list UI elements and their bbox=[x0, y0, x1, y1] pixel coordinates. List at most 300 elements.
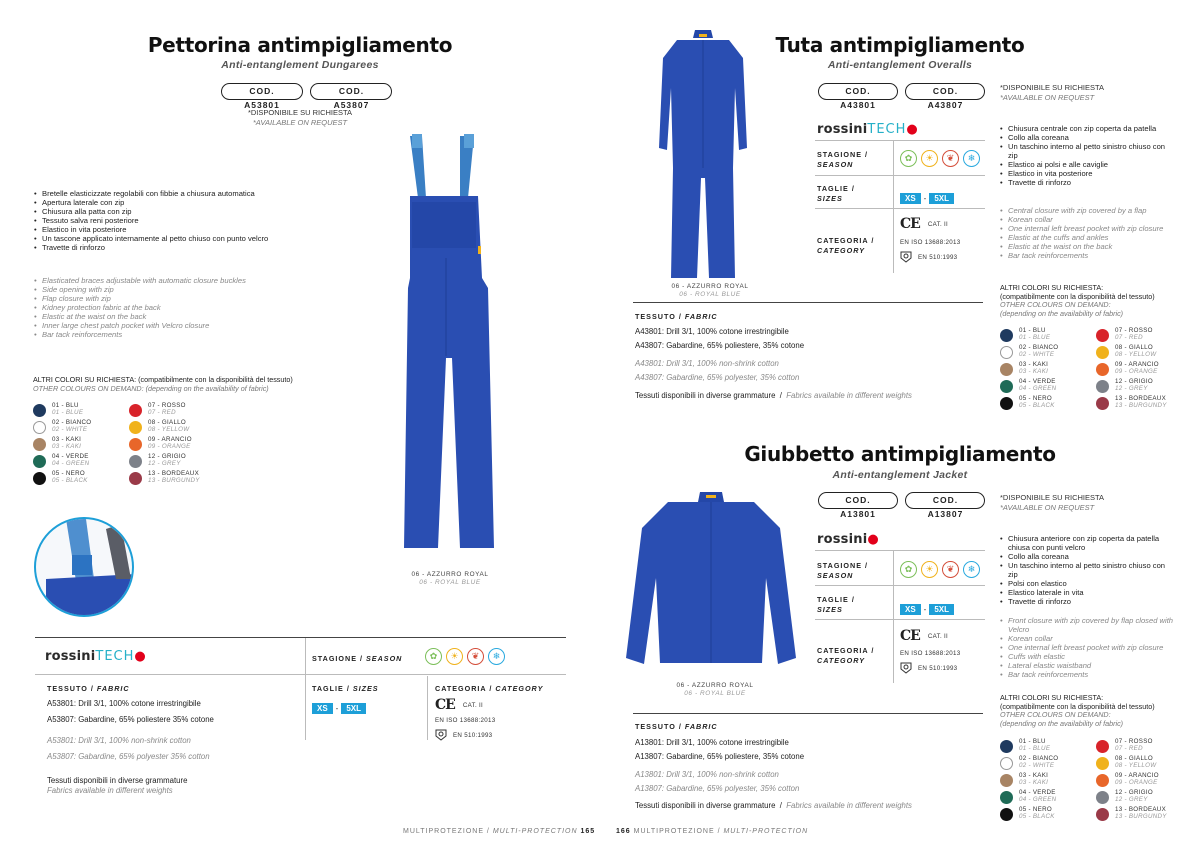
sizes-label-it: TAGLIE / bbox=[817, 184, 855, 193]
fabric-label-it: TESSUTO bbox=[635, 722, 676, 731]
norm-iso: EN ISO 13688:2013 bbox=[435, 717, 496, 724]
season-icons bbox=[425, 648, 505, 665]
color-label bbox=[1115, 756, 1156, 770]
category-label: CATEGORIA / CATEGORY bbox=[435, 684, 544, 693]
color-dot-icon bbox=[1000, 397, 1013, 410]
color-dot-icon bbox=[33, 438, 46, 451]
color-label bbox=[1115, 362, 1159, 376]
color-swatch bbox=[1096, 396, 1192, 410]
fabric-text-en bbox=[47, 736, 210, 762]
brand-dot-icon: ● bbox=[134, 649, 146, 664]
colors-heading-en: OTHER COLOURS ON DEMAND: bbox=[1000, 300, 1111, 309]
color-dot-icon bbox=[129, 404, 142, 417]
ce-category: CAT. II bbox=[927, 632, 949, 640]
spring-season-icon: ✿ bbox=[425, 648, 442, 665]
color-name-it: 13 - BORDEAUX bbox=[148, 470, 200, 478]
color-label bbox=[148, 454, 186, 468]
caption-it: 06 - AZZURRO ROYAL bbox=[676, 682, 754, 689]
color-name-it: 01 - BLU bbox=[52, 402, 79, 410]
category-label-en: CATEGORY bbox=[817, 656, 866, 665]
jacket-season-label bbox=[817, 561, 868, 581]
feature-item: • Chiusura anteriore con zip coperta da patella chiusa con punti velcro bbox=[999, 534, 1174, 552]
footer-right: 166 MULTIPROTEZIONE / MULTI-PROTECTION bbox=[616, 828, 809, 835]
color-name-en: 04 - GREEN bbox=[1019, 385, 1057, 392]
category-label-it: CATEGORIA / bbox=[817, 236, 875, 245]
jacket-norm-510 bbox=[900, 662, 957, 674]
colors-heading-it-2: (compatibilmente con la disponibilità del tessuto) bbox=[1000, 291, 1155, 301]
weights-it: Tessuti disponibili in diverse grammature bbox=[635, 801, 776, 810]
feature-item: • Polsi con elastico bbox=[999, 579, 1174, 588]
color-swatch bbox=[1096, 773, 1192, 787]
color-swatch bbox=[129, 403, 225, 417]
sizes-label-en: SIZES bbox=[817, 605, 843, 614]
product-code: COD. A53801 bbox=[221, 83, 303, 100]
color-label bbox=[1019, 739, 1050, 753]
feature-item: • Elastico in vita posteriore bbox=[33, 225, 293, 234]
feature-item: • Elastico in vita posteriore bbox=[999, 169, 1174, 178]
color-swatch bbox=[1000, 739, 1096, 753]
caption-en: 06 - ROYAL BLUE bbox=[419, 578, 481, 586]
color-name-en: 09 - ORANGE bbox=[148, 443, 191, 450]
jacket-season-icons bbox=[900, 561, 980, 578]
category-label-it: CATEGORIA bbox=[435, 684, 487, 693]
color-name-it: 02 - BIANCO bbox=[52, 419, 92, 427]
color-name-it: 05 - NERO bbox=[1019, 395, 1052, 403]
feature-item: • Korean collar bbox=[999, 215, 1179, 224]
color-swatch bbox=[1000, 328, 1096, 342]
fabric-line: A53801: Drill 3/1, 100% cotone irrestringibile bbox=[47, 699, 201, 708]
color-name-en: 03 - KAKI bbox=[52, 443, 82, 450]
color-name-en: 08 - YELLOW bbox=[1115, 351, 1157, 358]
color-name-it: 09 - ARANCIO bbox=[1115, 772, 1159, 780]
feature-item: • Collo alla coreana bbox=[999, 552, 1174, 561]
sizes-label-en: SIZES bbox=[817, 194, 843, 203]
color-name-it: 08 - GIALLO bbox=[1115, 755, 1154, 763]
color-name-en: 05 - BLACK bbox=[52, 477, 88, 484]
overalls-season-label bbox=[817, 150, 868, 170]
brace-detail-illustration bbox=[36, 519, 134, 617]
sizes-label-it: TAGLIE bbox=[312, 684, 344, 693]
season-label-en: SEASON bbox=[817, 571, 854, 580]
norm-510 bbox=[435, 729, 492, 741]
overalls-sizes-label bbox=[817, 184, 855, 204]
autumn-season-icon: ❦ bbox=[467, 648, 484, 665]
color-name-en: 02 - WHITE bbox=[52, 426, 88, 433]
color-swatches bbox=[33, 403, 225, 485]
brand-name: rossini bbox=[817, 122, 868, 137]
fabric-line: A53807: Gabardine, 65% polyester 35% cotton bbox=[47, 752, 210, 761]
color-dot-icon bbox=[1000, 363, 1013, 376]
color-name-en: 03 - KAKI bbox=[1019, 779, 1049, 786]
page-title: Pettorina antimpigliamento bbox=[147, 33, 453, 57]
color-name-en: 01 - BLUE bbox=[1019, 745, 1051, 752]
color-dot-icon bbox=[33, 421, 46, 434]
color-name-it: 12 - GRIGIO bbox=[1115, 378, 1154, 386]
feature-item: • Travette di rinforzo bbox=[999, 178, 1174, 187]
product-code: COD. A13807 bbox=[905, 492, 985, 509]
color-dot-icon bbox=[1096, 808, 1109, 821]
color-name-en: 13 - BURGUNDY bbox=[1115, 813, 1167, 820]
color-swatch bbox=[33, 454, 129, 468]
weights-note bbox=[47, 776, 187, 796]
color-swatch bbox=[1000, 756, 1096, 770]
color-swatch bbox=[129, 454, 225, 468]
jacket-fabric-text bbox=[635, 738, 804, 762]
overalls-fabric-text-en bbox=[635, 359, 799, 383]
color-swatch bbox=[1096, 328, 1192, 342]
color-name-en: 13 - BURGUNDY bbox=[1115, 402, 1167, 409]
color-dot-icon bbox=[1096, 757, 1109, 770]
feature-item: • Un taschino interno al petto sinistro chiuso con zip bbox=[999, 142, 1174, 160]
size-dash: - bbox=[923, 194, 927, 203]
color-swatch bbox=[1096, 807, 1192, 821]
colors-heading-it: ALTRI COLORI SU RICHIESTA: bbox=[1000, 693, 1104, 702]
footer-it: MULTIPROTEZIONE bbox=[403, 828, 484, 835]
feature-item: • Front closure with zip covered by flap closed with Velcro bbox=[999, 616, 1184, 634]
ce-category: CAT. II bbox=[927, 220, 949, 228]
season-label-it: STAGIONE / bbox=[817, 561, 868, 570]
fabric-line: A53801: Drill 3/1, 100% non-shrink cotton bbox=[47, 736, 191, 745]
availability-en: *AVAILABLE ON REQUEST bbox=[1000, 93, 1095, 102]
color-dot-icon bbox=[1000, 380, 1013, 393]
color-label bbox=[1115, 790, 1153, 804]
color-name-it: 04 - VERDE bbox=[1019, 378, 1056, 386]
color-swatch bbox=[129, 437, 225, 451]
color-name-it: 07 - ROSSO bbox=[1115, 327, 1153, 335]
color-name-en: 13 - BURGUNDY bbox=[148, 477, 200, 484]
weights-it: Tessuti disponibili in diverse grammature bbox=[47, 776, 188, 785]
winter-season-icon: ❄ bbox=[488, 648, 505, 665]
color-name-it: 12 - GRIGIO bbox=[1115, 789, 1154, 797]
weights-en: Fabrics available in different weights bbox=[786, 391, 912, 400]
weights-it: Tessuti disponibili in diverse grammature bbox=[635, 391, 776, 400]
feature-item: • Inner large chest patch pocket with Velcro closure bbox=[33, 321, 293, 330]
color-dot-icon bbox=[1000, 346, 1013, 359]
color-name-en: 05 - BLACK bbox=[1019, 402, 1055, 409]
feature-item: • Elastico laterale in vita bbox=[999, 588, 1174, 597]
color-name-it: 04 - VERDE bbox=[1019, 789, 1056, 797]
color-dot-icon bbox=[1096, 346, 1109, 359]
size-dash: - bbox=[335, 704, 339, 713]
jacket-fabric-label: TESSUTO / FABRIC bbox=[635, 722, 718, 731]
color-label bbox=[1019, 807, 1055, 821]
feature-item: • Bar tack reinforcements bbox=[999, 670, 1184, 679]
jacket-title: Giubbetto antimpigliamento bbox=[744, 442, 1056, 466]
size-max: 5XL bbox=[341, 703, 366, 714]
sizes-label-en: SIZES bbox=[352, 684, 379, 693]
color-name-it: 08 - GIALLO bbox=[1115, 344, 1154, 352]
color-name-en: 07 - RED bbox=[1115, 334, 1143, 341]
feature-item: • Elastic at the waist on the back bbox=[999, 242, 1179, 251]
detail-zoom-image bbox=[34, 517, 134, 617]
availability-it: *DISPONIBILE SU RICHIESTA bbox=[1000, 83, 1105, 92]
color-swatch bbox=[1000, 807, 1096, 821]
fabric-line: A43801: Drill 3/1, 100% cotone irrestringibile bbox=[635, 327, 789, 336]
color-label bbox=[148, 471, 200, 485]
color-swatch bbox=[1000, 345, 1096, 359]
ce-icon: CE bbox=[900, 628, 920, 644]
season-label-en: SEASON bbox=[817, 160, 854, 169]
footer-en: MULTI-PROTECTION bbox=[492, 828, 578, 835]
color-swatch bbox=[1000, 790, 1096, 804]
feature-item: • Central closure with zip covered by a flap bbox=[999, 206, 1179, 215]
color-label bbox=[1115, 328, 1153, 342]
feature-item: • Korean collar bbox=[999, 634, 1184, 643]
norm-510-text: EN 510:1993 bbox=[918, 664, 958, 672]
color-name-en: 09 - ORANGE bbox=[1115, 779, 1158, 786]
overalls-title: Tuta antimpigliamento bbox=[775, 33, 1025, 57]
color-label bbox=[148, 403, 186, 417]
overalls-season-icons bbox=[900, 150, 980, 167]
fabric-line: A53807: Gabardine, 65% poliestere 35% cotone bbox=[47, 715, 214, 724]
feature-item: • Side opening with zip bbox=[33, 285, 293, 294]
jacket-features-en bbox=[999, 616, 1184, 679]
ce-icon: CE bbox=[435, 697, 455, 713]
feature-item: • Bar tack reinforcements bbox=[33, 330, 293, 339]
overalls-ce-mark bbox=[900, 216, 948, 232]
overalls-features-en bbox=[999, 206, 1179, 260]
color-name-it: 12 - GRIGIO bbox=[148, 453, 187, 461]
entanglement-icon bbox=[435, 729, 447, 741]
spring-season-icon: ✿ bbox=[900, 150, 917, 167]
jacket-size-range bbox=[900, 599, 954, 617]
entanglement-icon bbox=[900, 251, 912, 263]
color-swatch bbox=[1096, 379, 1192, 393]
color-swatch bbox=[33, 420, 129, 434]
fabric-label-it: TESSUTO bbox=[47, 684, 88, 693]
color-dot-icon bbox=[1096, 397, 1109, 410]
color-name-it: 09 - ARANCIO bbox=[1115, 361, 1159, 369]
color-dot-icon bbox=[1000, 757, 1013, 770]
ce-mark bbox=[435, 697, 483, 713]
fabric-line: A13801: Drill 3/1, 100% cotone irrestringibile bbox=[635, 738, 789, 747]
color-swatch bbox=[129, 420, 225, 434]
availability-it: *DISPONIBILE SU RICHIESTA bbox=[247, 108, 353, 117]
feature-item: • Lateral elastic waistband bbox=[999, 661, 1184, 670]
feature-item: • Chiusura centrale con zip coperta da patella bbox=[999, 124, 1174, 133]
spring-season-icon: ✿ bbox=[900, 561, 917, 578]
jacket-ce-mark bbox=[900, 628, 948, 644]
color-name-en: 05 - BLACK bbox=[1019, 813, 1055, 820]
color-dot-icon bbox=[129, 421, 142, 434]
caption-it: 06 - AZZURRO ROYAL bbox=[671, 283, 749, 290]
overalls-brand-logo bbox=[817, 122, 918, 137]
color-swatch bbox=[1000, 773, 1096, 787]
fabric-label-en: FABRIC bbox=[96, 684, 130, 693]
color-dot-icon bbox=[1000, 774, 1013, 787]
color-label bbox=[1019, 328, 1050, 342]
color-name-en: 08 - YELLOW bbox=[148, 426, 190, 433]
color-label bbox=[1019, 773, 1048, 787]
color-swatch bbox=[33, 437, 129, 451]
feature-item: • Elastic at the cuffs and ankles bbox=[999, 233, 1179, 242]
color-name-en: 12 - GREY bbox=[1115, 385, 1148, 392]
brand-logo bbox=[45, 649, 146, 664]
color-dot-icon bbox=[1096, 380, 1109, 393]
brand-tech: TECH bbox=[867, 122, 907, 137]
color-swatch bbox=[33, 403, 129, 417]
color-label bbox=[52, 471, 88, 485]
season-label-en: SEASON bbox=[366, 654, 403, 663]
color-swatch bbox=[1000, 379, 1096, 393]
color-label bbox=[1019, 379, 1056, 393]
color-dot-icon bbox=[33, 404, 46, 417]
fabric-line: A13807: Gabardine, 65% polyester, 35% cotton bbox=[635, 784, 800, 793]
color-dot-icon bbox=[33, 455, 46, 468]
color-name-it: 03 - KAKI bbox=[1019, 772, 1049, 780]
page-number: 165 bbox=[580, 828, 596, 835]
color-label bbox=[1019, 756, 1058, 770]
dungarees-image bbox=[390, 128, 510, 568]
color-name-it: 07 - ROSSO bbox=[1115, 738, 1153, 746]
fabric-text bbox=[47, 699, 214, 725]
color-label bbox=[52, 403, 83, 417]
color-swatch bbox=[1096, 756, 1192, 770]
color-dot-icon bbox=[1096, 791, 1109, 804]
feature-item: • Travette di rinforzo bbox=[33, 243, 293, 252]
page-subtitle: Anti-entanglement Dungarees bbox=[221, 59, 379, 71]
jacket-codes bbox=[818, 492, 985, 522]
size-max: 5XL bbox=[929, 193, 954, 204]
fabric-label-it: TESSUTO bbox=[635, 312, 676, 321]
summer-season-icon: ☀ bbox=[921, 150, 938, 167]
overalls-category-label bbox=[817, 236, 874, 256]
overalls-color-swatches bbox=[1000, 328, 1192, 410]
color-name-it: 08 - GIALLO bbox=[148, 419, 187, 427]
feature-item: • Kidney protection fabric at the back bbox=[33, 303, 293, 312]
feature-item: • Un tascone applicato internamente al petto chiuso con punto velcro bbox=[33, 234, 293, 243]
overalls-image bbox=[655, 28, 750, 283]
color-name-it: 13 - BORDEAUX bbox=[1115, 806, 1167, 814]
color-name-en: 03 - KAKI bbox=[1019, 368, 1049, 375]
summer-season-icon: ☀ bbox=[921, 561, 938, 578]
feature-item: • Elastic at the waist on the back bbox=[33, 312, 293, 321]
jacket-color-swatches bbox=[1000, 739, 1192, 821]
jacket-brand-logo bbox=[817, 532, 879, 547]
summer-season-icon: ☀ bbox=[446, 648, 463, 665]
overalls-size-range bbox=[900, 188, 954, 206]
feature-item: • Un taschino interno al petto sinistro chiuso con zip bbox=[999, 561, 1174, 579]
colors-heading-it-2: (compatibilmente con la disponibilità del tessuto) bbox=[1000, 701, 1155, 711]
color-label bbox=[148, 437, 192, 451]
norm-iso: EN ISO 13688:2013 bbox=[900, 650, 961, 657]
color-label bbox=[1115, 739, 1153, 753]
color-dot-icon bbox=[129, 438, 142, 451]
color-name-it: 02 - BIANCO bbox=[1019, 755, 1059, 763]
color-label bbox=[1115, 345, 1156, 359]
color-name-it: 01 - BLU bbox=[1019, 738, 1046, 746]
dungarees-caption bbox=[410, 571, 490, 586]
category-label-en: CATEGORY bbox=[495, 684, 544, 693]
color-label bbox=[52, 420, 91, 434]
colors-heading-en-2: (depending on the availability of fabric) bbox=[1000, 308, 1124, 318]
caption-it: 06 - AZZURRO ROYAL bbox=[411, 571, 489, 578]
size-dash: - bbox=[923, 605, 927, 614]
category-label-en: CATEGORY bbox=[817, 246, 866, 255]
season-label-it: STAGIONE / bbox=[817, 150, 868, 159]
color-swatch bbox=[1096, 790, 1192, 804]
overalls-features-it bbox=[999, 124, 1174, 187]
sizes-label: TAGLIE / SIZES bbox=[312, 684, 379, 693]
overalls-colors-heading bbox=[1000, 284, 1190, 318]
autumn-season-icon: ❦ bbox=[942, 561, 959, 578]
winter-season-icon: ❄ bbox=[963, 150, 980, 167]
availability-en: *AVAILABLE ON REQUEST bbox=[1000, 503, 1095, 512]
color-label bbox=[1115, 379, 1153, 393]
jacket-subtitle: Anti-entanglement Jacket bbox=[832, 469, 968, 481]
size-min: XS bbox=[312, 703, 333, 714]
color-swatch bbox=[129, 471, 225, 485]
norm-510-text: EN 510:1993 bbox=[918, 253, 958, 261]
color-label bbox=[1019, 790, 1056, 804]
color-dot-icon bbox=[1000, 329, 1013, 342]
color-dot-icon bbox=[1096, 740, 1109, 753]
availability-en: *AVAILABLE ON REQUEST bbox=[252, 118, 348, 127]
color-name-en: 12 - GREY bbox=[1115, 796, 1148, 803]
entanglement-icon bbox=[900, 662, 912, 674]
overalls-subtitle: Anti-entanglement Overalls bbox=[827, 59, 973, 71]
color-dot-icon bbox=[33, 472, 46, 485]
jacket-availability bbox=[1000, 493, 1104, 513]
size-min: XS bbox=[900, 604, 921, 615]
size-min: XS bbox=[900, 193, 921, 204]
color-dot-icon bbox=[1000, 791, 1013, 804]
color-dot-icon bbox=[1096, 774, 1109, 787]
fabric-label: TESSUTO / FABRIC bbox=[47, 684, 130, 693]
feature-item: • Elasticated braces adjustable with automatic closure buckles bbox=[33, 276, 293, 285]
overalls-codes bbox=[818, 83, 985, 113]
color-name-it: 05 - NERO bbox=[52, 470, 85, 478]
color-label bbox=[148, 420, 189, 434]
color-swatch bbox=[1096, 362, 1192, 376]
color-name-en: 04 - GREEN bbox=[52, 460, 90, 467]
color-name-it: 13 - BORDEAUX bbox=[1115, 395, 1167, 403]
color-dot-icon bbox=[1000, 808, 1013, 821]
norm-510-text: EN 510:1993 bbox=[453, 731, 493, 739]
size-range bbox=[312, 698, 366, 716]
feature-item: • One internal left breast pocket with zip closure bbox=[999, 643, 1184, 652]
footer-it: MULTIPROTEZIONE bbox=[633, 828, 715, 835]
feature-item: • Elastico ai polsi e alle caviglie bbox=[999, 160, 1174, 169]
overalls-weights: Tessuti disponibili in diverse grammature / Fabrics available in different weights bbox=[635, 391, 912, 400]
color-name-it: 03 - KAKI bbox=[52, 436, 82, 444]
product-code: COD. A43801 bbox=[818, 83, 898, 100]
product-code: COD. A13801 bbox=[818, 492, 898, 509]
color-label bbox=[1115, 396, 1167, 410]
ce-icon: CE bbox=[900, 216, 920, 232]
caption-en: 06 - ROYAL BLUE bbox=[679, 290, 741, 298]
color-name-en: 01 - BLUE bbox=[1019, 334, 1051, 341]
features-it bbox=[33, 189, 293, 252]
brand-dot-icon: ● bbox=[906, 122, 918, 137]
color-label bbox=[52, 437, 81, 451]
color-name-en: 08 - YELLOW bbox=[1115, 762, 1157, 769]
color-name-it: 01 - BLU bbox=[1019, 327, 1046, 335]
color-name-en: 02 - WHITE bbox=[1019, 762, 1055, 769]
colors-heading-en-2: (depending on the availability of fabric) bbox=[1000, 718, 1124, 728]
brand-name: rossini bbox=[817, 532, 868, 547]
availability-it: *DISPONIBILE SU RICHIESTA bbox=[1000, 493, 1105, 502]
jacket-weights: Tessuti disponibili in diverse grammature / Fabrics available in different weights bbox=[635, 801, 912, 810]
feature-item: • Tessuto salva reni posteriore bbox=[33, 216, 293, 225]
color-swatch bbox=[1096, 345, 1192, 359]
feature-item: • Bretelle elasticizzate regolabili con fibbie a chiusura automatica bbox=[33, 189, 293, 198]
winter-season-icon: ❄ bbox=[963, 561, 980, 578]
overalls-fabric-text bbox=[635, 327, 804, 351]
feature-item: • Apertura laterale con zip bbox=[33, 198, 293, 207]
brand-tech: TECH bbox=[95, 649, 135, 664]
footer-left: MULTIPROTEZIONE / MULTI-PROTECTION 165 bbox=[403, 828, 596, 835]
